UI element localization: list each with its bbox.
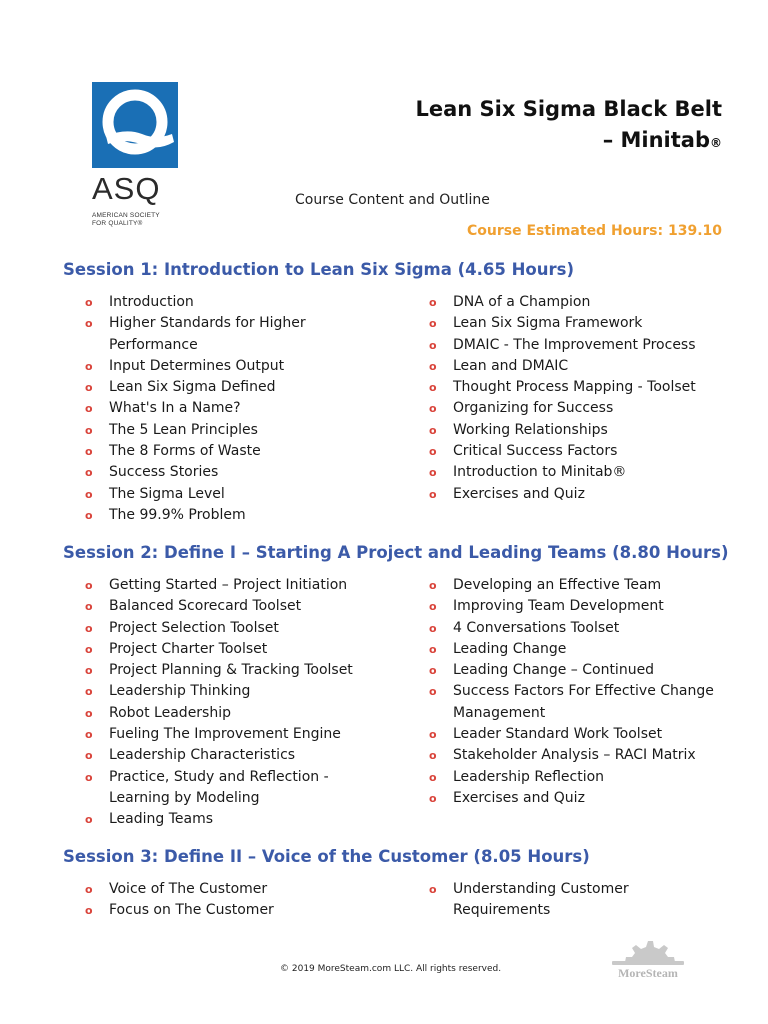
bullet-icon: o (85, 904, 93, 918)
asq-logo-subtitle: AMERICAN SOCIETY FOR QUALITY® (92, 212, 160, 227)
topic-item (429, 618, 729, 639)
topic-label: Project Charter Toolset (109, 640, 268, 657)
asq-logo-name: ASQ (92, 171, 161, 206)
session-heading: Session 2: Define I – Starting A Project and Leading Teams (8.80 Hours) (63, 543, 729, 562)
topic-item (85, 575, 385, 596)
topic-label: The Sigma Level (109, 485, 225, 502)
bullet-icon: o (429, 664, 437, 678)
topic-item (85, 377, 385, 398)
topic-item (429, 879, 729, 922)
topic-item (429, 575, 729, 596)
topic-label: Introduction to Minitab® (453, 464, 627, 481)
topic-label: Stakeholder Analysis – RACI Matrix (453, 747, 696, 764)
footer-copyright: © 2019 MoreSteam.com LLC. All rights reserved. (280, 964, 502, 974)
bullet-icon: o (429, 749, 437, 763)
topic-item (85, 484, 385, 505)
topic-list-left (85, 575, 385, 831)
bullet-icon: o (429, 338, 437, 352)
bullet-icon: o (85, 749, 93, 763)
bullet-icon: o (429, 770, 437, 784)
topic-list-right (429, 292, 729, 505)
topic-item (429, 484, 729, 505)
topic-label: Focus on The Customer (109, 902, 274, 919)
topic-item (85, 879, 385, 900)
topic-label: Leadership Reflection (453, 768, 605, 785)
topic-label: Lean Six Sigma Defined (109, 379, 276, 396)
topic-item (85, 767, 385, 810)
document-subtitle: Course Content and Outline (295, 192, 490, 208)
topic-item (85, 745, 385, 766)
topic-label: Lean Six Sigma Framework (453, 315, 643, 332)
topic-item (85, 441, 385, 462)
topic-item (85, 398, 385, 419)
topic-item (85, 292, 385, 313)
topic-item (429, 292, 729, 313)
topic-item (429, 313, 729, 334)
bullet-icon: o (429, 579, 437, 592)
topic-item (429, 596, 729, 617)
topic-item (429, 724, 729, 745)
bullet-icon: o (429, 685, 437, 699)
topic-label: Robot Leadership (109, 704, 232, 721)
bullet-icon: o (429, 728, 437, 742)
bullet-icon: o (85, 600, 93, 614)
bullet-icon: o (85, 423, 93, 437)
topic-item (85, 462, 385, 483)
topic-item (85, 505, 385, 526)
topic-label: The 8 Forms of Waste (109, 443, 261, 460)
session-3 (63, 846, 733, 919)
registered-mark: ® (710, 136, 722, 150)
moresteam-gear-logo (604, 935, 692, 983)
topic-label: Leadership Characteristics (109, 747, 296, 764)
topic-label: Getting Started – Project Initiation (109, 577, 348, 593)
bullet-icon: o (429, 642, 437, 656)
topic-label: 4 Conversations Toolset (453, 619, 620, 636)
topic-label: Working Relationships (453, 421, 608, 438)
topic-item (429, 681, 729, 724)
bullet-icon: o (85, 621, 93, 635)
session-heading: Session 1: Introduction to Lean Six Sigma (4.65 Hours) (63, 260, 575, 279)
topic-item (429, 441, 729, 462)
topic-item (85, 596, 385, 617)
topic-label: Exercises and Quiz (453, 485, 585, 502)
title-line-1: Lean Six Sigma Black Belt (415, 97, 722, 121)
session-1 (63, 259, 733, 523)
topic-label: Thought Process Mapping - Toolset (453, 379, 696, 396)
moresteam-logo-text: MoreSteam (618, 966, 678, 980)
topic-label: DMAIC - The Improvement Process (453, 336, 696, 353)
document-title (415, 94, 722, 159)
topic-item (85, 420, 385, 441)
topic-list-left (85, 879, 385, 922)
topic-label: Understanding Customer Requirements (453, 881, 629, 919)
bullet-icon: o (85, 381, 93, 395)
topic-item (85, 724, 385, 745)
topic-label: Balanced Scorecard Toolset (109, 598, 302, 615)
topic-label: Leading Teams (109, 811, 214, 828)
bullet-icon: o (85, 883, 93, 896)
bullet-icon: o (85, 770, 93, 784)
bullet-icon: o (429, 466, 437, 480)
topic-label: The 5 Lean Principles (109, 421, 258, 438)
bullet-icon: o (429, 621, 437, 635)
bullet-icon: o (429, 317, 437, 331)
topic-label: Exercises and Quiz (453, 789, 585, 806)
topic-item (429, 660, 729, 681)
bullet-icon: o (429, 600, 437, 614)
session-2 (63, 542, 733, 828)
topic-item (429, 639, 729, 660)
topic-label: Leader Standard Work Toolset (453, 726, 663, 743)
topic-label: DNA of a Champion (453, 294, 591, 310)
topic-label: Fueling The Improvement Engine (109, 726, 341, 743)
topic-label: Practice, Study and Reflection - Learning by Modeling (109, 768, 329, 806)
bullet-icon: o (85, 359, 93, 373)
topic-item (429, 377, 729, 398)
bullet-icon: o (429, 359, 437, 373)
topic-label: Developing an Effective Team (453, 577, 662, 593)
topic-item (85, 356, 385, 377)
topic-label: Lean and DMAIC (453, 357, 569, 374)
topic-label: Leadership Thinking (109, 683, 251, 700)
bullet-icon: o (429, 883, 437, 896)
asq-logo (92, 82, 192, 227)
topic-label: Critical Success Factors (453, 443, 618, 460)
session-heading: Session 3: Define II – Voice of the Customer (8.05 Hours) (63, 847, 590, 866)
bullet-icon: o (85, 296, 93, 309)
topic-label: Voice of The Customer (109, 881, 268, 897)
topic-label: Leading Change – Continued (453, 662, 655, 679)
topic-label: The 99.9% Problem (109, 506, 246, 523)
topic-label: What's In a Name? (109, 400, 241, 417)
topic-item (429, 398, 729, 419)
bullet-icon: o (85, 685, 93, 699)
topic-item (429, 767, 729, 788)
topic-label: Project Selection Toolset (109, 619, 279, 636)
bullet-icon: o (429, 423, 437, 437)
bullet-icon: o (85, 445, 93, 459)
topic-item (429, 420, 729, 441)
bullet-icon: o (85, 813, 93, 827)
bullet-icon: o (85, 706, 93, 720)
bullet-icon: o (85, 579, 93, 592)
bullet-icon: o (85, 664, 93, 678)
bullet-icon: o (429, 381, 437, 395)
topic-item (85, 900, 385, 921)
topic-label: Success Factors For Effective Change Management (453, 683, 714, 721)
topic-label: Leading Change (453, 640, 567, 657)
topic-label: Success Stories (109, 464, 219, 481)
title-line-2: – Minitab® (602, 128, 722, 152)
bullet-icon: o (85, 402, 93, 416)
bullet-icon: o (429, 445, 437, 459)
bullet-icon: o (429, 791, 437, 805)
topic-item (85, 809, 385, 830)
bullet-icon: o (429, 487, 437, 501)
topic-item (85, 639, 385, 660)
topic-item (85, 703, 385, 724)
topic-item (85, 313, 385, 356)
topic-item (429, 788, 729, 809)
topic-item (429, 335, 729, 356)
bullet-icon: o (85, 728, 93, 742)
topic-item (429, 462, 729, 483)
topic-item (85, 660, 385, 681)
bullet-icon: o (429, 296, 437, 309)
topic-label: Improving Team Development (453, 598, 664, 615)
bullet-icon: o (85, 487, 93, 501)
topic-item (429, 745, 729, 766)
topic-item (429, 356, 729, 377)
bullet-icon: o (85, 642, 93, 656)
topic-label: Higher Standards for Higher Performance (109, 315, 306, 353)
topic-label: Project Planning & Tracking Toolset (109, 662, 353, 679)
topic-item (85, 618, 385, 639)
topic-label: Input Determines Output (109, 357, 285, 374)
topic-list-right (429, 879, 729, 922)
asq-q-icon (92, 82, 178, 168)
topic-list-left (85, 292, 385, 526)
bullet-icon: o (429, 402, 437, 416)
topic-label: Organizing for Success (453, 400, 614, 417)
topic-list-right (429, 575, 729, 809)
bullet-icon: o (85, 508, 93, 522)
topic-item (85, 681, 385, 702)
bullet-icon: o (85, 317, 93, 331)
estimated-hours: Course Estimated Hours: 139.10 (466, 223, 722, 239)
topic-label: Introduction (109, 294, 194, 310)
bullet-icon: o (85, 466, 93, 480)
